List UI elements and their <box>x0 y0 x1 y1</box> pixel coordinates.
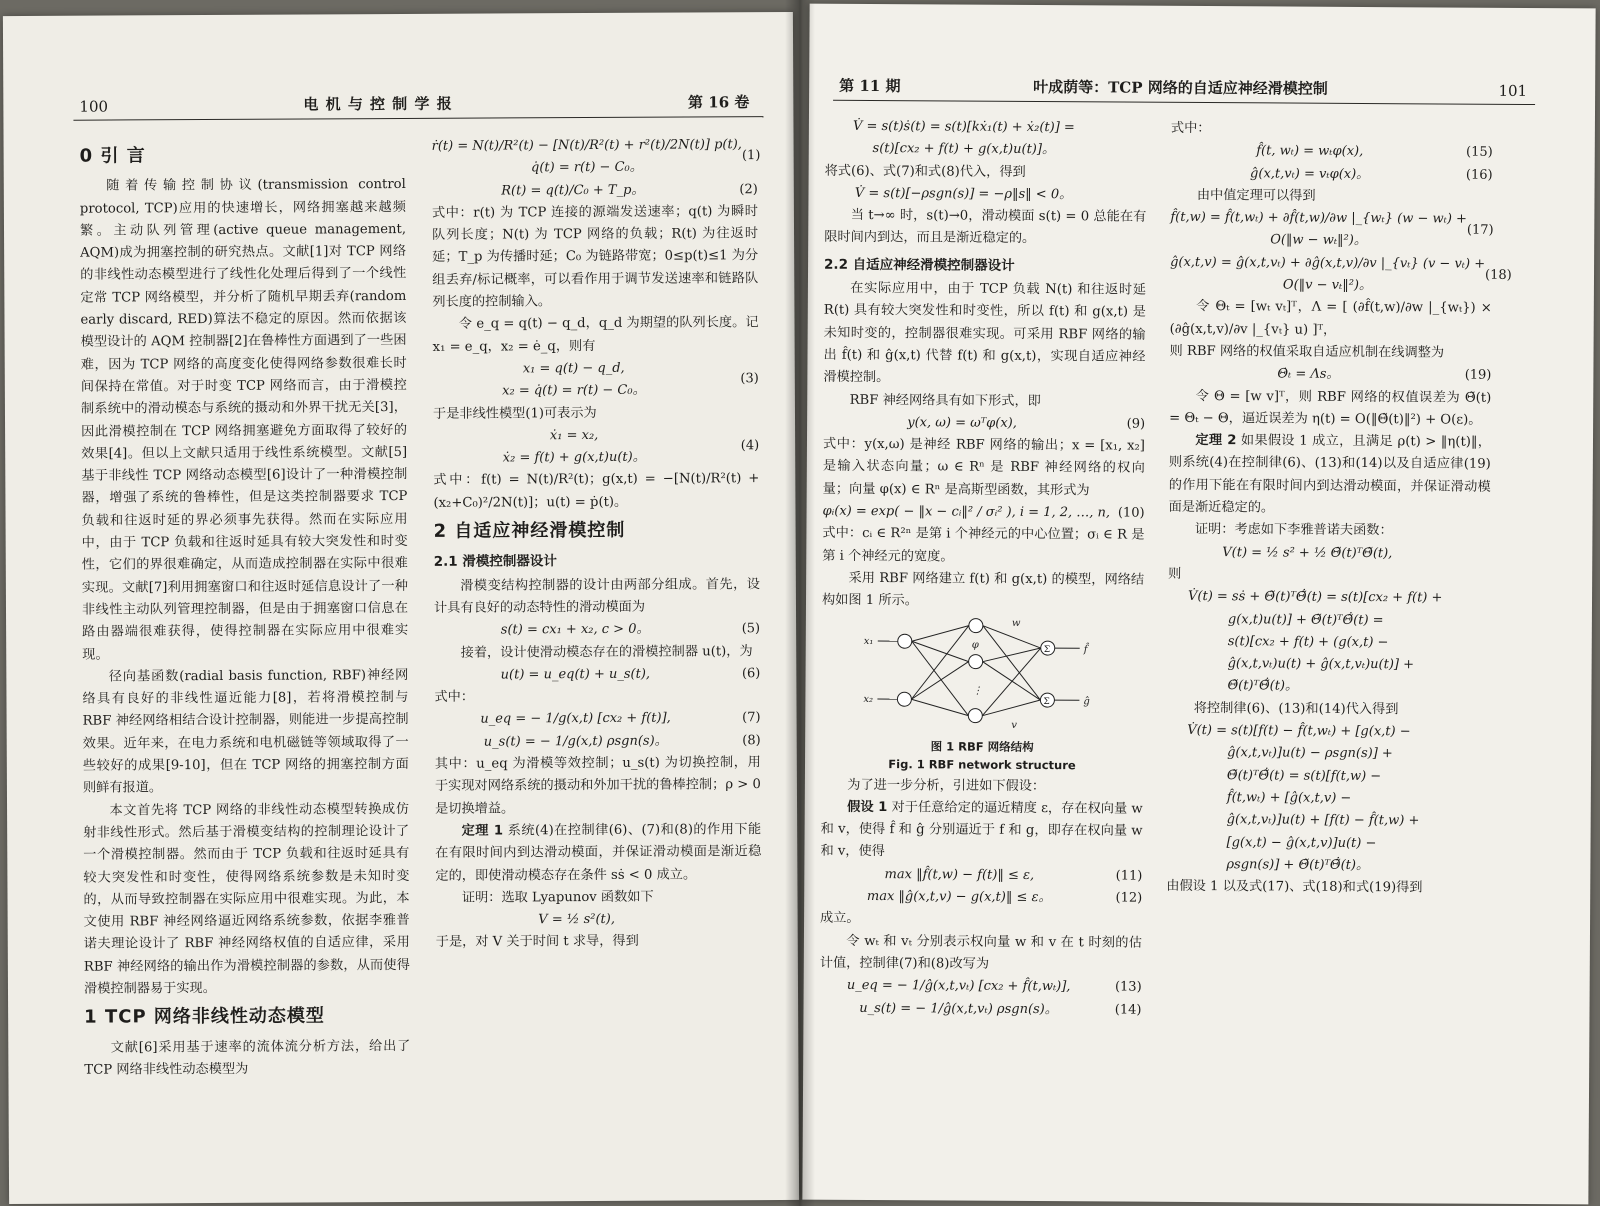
period: 第 11 期 <box>839 76 901 96</box>
equation-line: [g(x,t) − ĝ(x,t,v)]u(t) − <box>1226 834 1377 851</box>
theorem-block <box>820 797 1142 866</box>
equation-body: max ‖f̂(t,w) − f(t)‖ ≤ ε, <box>884 866 1035 883</box>
equation-multiline <box>1167 586 1490 699</box>
theorem-title: 定理 1 <box>461 823 504 839</box>
section-heading: 2 自适应神经滑模控制 <box>433 519 626 542</box>
theorem-block <box>1169 430 1492 521</box>
equation-body: u_s(t) = − 1/ĝ(x,t,vₜ) ρsgn(s)。 <box>859 1000 1058 1017</box>
equation <box>432 179 758 203</box>
figure-1 <box>821 616 1144 774</box>
paragraph: RBF 神经网络具有如下形式，即 <box>849 392 1041 409</box>
label-dots: ⋮ <box>972 685 983 697</box>
equation <box>824 183 1146 207</box>
equation-number: (10) <box>1117 505 1145 521</box>
equation-body: V(t) = ½ s² + ½ Θ̃(t)ᵀΘ̃(t), <box>1222 544 1393 561</box>
equation-line: Θ̃(t)ᵀΘ̃̇(t) = s(t)[f(t,w) − <box>1226 767 1382 784</box>
equation-line: V̇(t) = sṡ + Θ̃(t)ᵀΘ̃̇(t) = s(t)[cx₂ + f(t) + <box>1187 589 1443 606</box>
label-w: w <box>1011 617 1021 629</box>
paragraph: 式中：r(t) 为 TCP 连接的源端发送速率；q(t) 为瞬时队列长度；N(t) 为 TCP 网络的负载；R(t) 为往返时延；T_p 为传播时延；C₀ 为链路带宽；0≤p(t)≤1 为分组丢弃/标记概率，可以看作用于调节发送速率和链路队列长度的控制输入。 <box>431 204 759 310</box>
figure-caption-cn: 图 1 RBF 网络结构 <box>930 738 1034 754</box>
equation-line: ĝ(x,t,vₜ)]u(t) − ρsgn(s)] + <box>1227 745 1393 762</box>
paragraph: 本文首先将 TCP 网络的非线性动态模型转换成仿射非线性形式。然后基于滑模变结构的控制理论设计了一个滑模控制器。然而由于 TCP 负载和往返时延具有较大突发性和时变性，使得网络系统参数是未知时变的，从而导致控制器在实际应用中很难实现。为此，本文使用 RBF 神经网络逼近网络系统参数，依据李雅普诺夫理论设计了 RBF 神经网络权值的自适应律，采用 RBF 神经网络的输出作为滑模控制器的参数，从而使得滑模控制器易于实现。 <box>83 801 410 997</box>
paragraph: 式中： <box>1170 120 1211 137</box>
equation-body: y(x, ω) = ωᵀφ(x), <box>907 415 1017 431</box>
paragraph: 将控制律(6)、(13)和(14)代入得到 <box>1193 700 1399 717</box>
equation-line: V̇ = s(t)ṡ(t) = s(t)[kẋ₁(t) + ẋ₂(t)] = <box>852 118 1075 136</box>
paragraph: 则 <box>1168 566 1182 582</box>
equation <box>820 975 1142 999</box>
equation-lines <box>433 424 715 470</box>
equation-line: s(t)[cx₂ + f(t) + g(x,t)u(t)]。 <box>872 141 1056 158</box>
theorem-title: 假设 1 <box>847 799 888 815</box>
equation <box>820 886 1142 910</box>
equation-multiline <box>1166 720 1489 878</box>
label-sum-f: Σ <box>1043 644 1051 655</box>
equation <box>434 618 760 642</box>
left-header <box>73 90 763 121</box>
paragraph: 令 wₜ 和 vₜ 分别表示权向量 w 和 v 在 t 时刻的估计值，控制律(7)和(8)改写为 <box>819 933 1142 972</box>
hidden-node-3 <box>968 708 982 722</box>
equation-number: (7) <box>742 710 761 726</box>
journal-title: 电 机 与 控 制 学 报 <box>303 94 453 114</box>
right-column-1-bottom <box>819 774 1142 1021</box>
equation-lines <box>1166 720 1489 878</box>
right-column-1 <box>819 116 1147 1022</box>
equation-number: (9) <box>1126 416 1146 432</box>
equation <box>434 663 760 687</box>
equation-number: (12) <box>1115 890 1143 906</box>
equation <box>1168 541 1490 565</box>
equation-line: f̂(t,w) = f̂(t,wₜ) + ∂f̂(t,w)/∂w |_{wₜ} (w − wₜ) + <box>1170 210 1468 227</box>
equation-body: u(t) = u_eq(t) + u_s(t), <box>500 666 651 683</box>
paragraph: 令 Θₜ = [wₜ vₜ]ᵀ，Λ = [ (∂f̂(t,w)/∂w |_{wₜ}) × (∂ĝ(x,t,v)/∂v |_{vₜ} u) ]ᵀ， <box>1169 299 1492 338</box>
paragraph: 为了进一步分析，引进如下假设： <box>847 777 1046 794</box>
equation-lines <box>1170 207 1467 253</box>
equation-line: ẋ₂ = f(t) + g(x,t)u(t)。 <box>502 449 646 466</box>
equation-number: (1) <box>741 148 761 164</box>
equation <box>819 997 1141 1021</box>
equation-line: Θ̃(t)ᵀΘ̃̇(t)。 <box>1227 678 1299 695</box>
label-phi: φ <box>971 639 979 651</box>
equation <box>435 708 761 732</box>
equation-number: (18) <box>1485 267 1512 283</box>
equation-number: (5) <box>741 621 761 637</box>
right-page <box>802 4 1595 1205</box>
equation <box>1171 162 1493 186</box>
label-sum-g: Σ <box>1043 696 1050 707</box>
equation-line: ẋ₁ = x₂, <box>549 427 599 444</box>
equation-line: ĝ(x,t,v) = ĝ(x,t,vₜ) + ∂ĝ(x,t,v)/∂v |_{vₜ} (v − vₜ) + <box>1170 254 1486 272</box>
equation-multiline <box>433 357 759 403</box>
equation-number: (11) <box>1115 868 1143 884</box>
section-heading: 0 引 言 <box>79 145 146 167</box>
equation-line: O(‖v − vₜ‖²)。 <box>1282 277 1373 294</box>
figure-caption-en: Fig. 1 RBF network structure <box>888 756 1076 772</box>
equation-line: f̂(t,wₜ) + [ĝ(x,t,v) − <box>1226 790 1352 806</box>
paragraph: 成立。 <box>820 911 860 927</box>
paragraph: 令 Θ = [w v]ᵀ，则 RBF 网络的权值误差为 Θ̃(t) = Θₜ − Θ，逼近误差为 η(t) = O(‖Θ̃(t)‖²) + O(ε)。 <box>1169 388 1492 428</box>
right-column-2 <box>1166 118 1512 900</box>
hidden-node-1 <box>969 618 983 632</box>
equation-line: x₂ = q̇(t) = r(t) − C₀。 <box>502 382 646 399</box>
paragraph: 当 t→∞ 时，s(t)→0，滑动模面 s(t) = 0 总能在有限时间内到达，而且是渐近稳定的。 <box>824 208 1147 247</box>
equation-line: x₁ = q(t) − q_d, <box>522 360 625 377</box>
equation-lines <box>432 134 743 180</box>
paragraph: 于是，对 V 关于时间 t 求导，得到 <box>435 934 639 951</box>
input-node-x2 <box>897 692 911 706</box>
hidden-node-2 <box>969 654 983 668</box>
paragraph: 于是非线性模型(1)可表示为 <box>432 405 597 422</box>
equation-number: (3) <box>740 371 759 387</box>
equation-line: O(‖w − wₜ‖²)。 <box>1270 232 1367 249</box>
equation-body: max ‖ĝ(x,t,v) − g(x,t)‖ ≤ ε。 <box>866 888 1052 906</box>
equation-body: V̇ = s(t)[−ρsgn(s)] = −ρ‖s‖ < 0。 <box>854 185 1073 203</box>
theorem-title: 定理 2 <box>1195 433 1237 449</box>
equation-multiline <box>1170 252 1512 299</box>
equation-line: g(x,t)u(t)] + Θ̃(t)ᵀΘ̃̇(t) = <box>1227 611 1384 628</box>
paragraph: 文献[6]采用基于速率的流体流分析方法，给出了 TCP 网络非线性动态模型为 <box>84 1038 411 1078</box>
equation-lines <box>1167 586 1490 699</box>
equation-line: q̇(t) = r(t) − C₀。 <box>530 160 643 176</box>
equation-line: ṙ(t) = N(t)/R²(t) − [N(t)/R²(t) + r²(t)/2N(t)] p(t), <box>431 137 742 154</box>
equation-lines <box>825 116 1103 162</box>
equation-line: V̇(t) = s(t)[f(t) − f̂(t,wₜ) + [g(x,t) − <box>1187 722 1411 740</box>
equation-multiline <box>433 424 759 470</box>
equation-line: ρsgn(s)] + Θ̃(t)ᵀΘ̃̇(t)。 <box>1226 856 1370 873</box>
equation-number: (2) <box>739 181 758 197</box>
equation-body: ĝ(x,t,vₜ) = vₜφ(x)。 <box>1250 165 1370 182</box>
volume: 第 16 卷 <box>687 93 750 112</box>
section-heading: 2.2 自适应神经滑模控制器设计 <box>824 256 1015 274</box>
equation-body: V = ½ s²(t), <box>538 911 616 928</box>
equation <box>822 501 1144 525</box>
equation <box>436 908 762 932</box>
equation-number: (4) <box>740 438 760 454</box>
equation-multiline <box>431 134 761 180</box>
equation-number: (15) <box>1466 144 1493 161</box>
equation-multiline <box>1170 207 1492 254</box>
equation-body: s(t) = cx₁ + x₂, c > 0。 <box>500 621 650 638</box>
equation-body: u_eq = − 1/ĝ(x,t,vₜ) [cx₂ + f̂(t,wₜ)], <box>846 978 1071 995</box>
paragraph: 证明：选取 Lyapunov 函数如下 <box>461 889 654 906</box>
equation-line: ĝ(x,t,vₜ)]u(t) + [f(t) − f̂(t,w) + <box>1226 812 1420 829</box>
theorem-text: 对于任意给定的逼近精度 ε，存在权向量 w 和 v，使得 f̂ 和 ĝ 分别逼近于 f 和 g，即存在权向量 w 和 v，使得 <box>820 799 1143 860</box>
label-x2: x₂ <box>863 693 874 705</box>
paragraph: 则 RBF 网络的权值采取自适应机制在线调整为 <box>1169 343 1445 361</box>
paragraph: 其中：u_eq 为滑模等效控制；u_s(t) 为切换控制，用于实现对网络系统的摄动和外加干扰的鲁棒控制；ρ > 0 是切换增益。 <box>434 755 761 817</box>
left-page-number: 100 <box>79 97 109 116</box>
equation <box>823 412 1145 436</box>
theorem-block <box>435 819 761 888</box>
equation-lines <box>433 357 715 403</box>
paragraph: 滑模变结构控制器的设计由两部分组成。首先，设计具有良好的动态特性的滑动模面为 <box>433 576 760 616</box>
theorem-text: 系统(4)在控制律(6)、(7)和(8)的作用下能在有限时间内到达滑动模面，并保证滑动模面是渐近稳定的，即使滑动模态存在条件 sṡ < 0 成立。 <box>435 822 762 884</box>
paragraph: 式中：y(x,ω) 是神经 RBF 网络的输出；x = [x₁, x₂] 是输入状态向量；ω ∈ Rⁿ 是 RBF 神经网络的权向量；向量 φ(x) ∈ Rⁿ 是高斯型函数，其形式为 <box>822 436 1146 499</box>
equation <box>435 730 761 754</box>
equation-number: (13) <box>1114 979 1142 995</box>
paragraph: 由中值定理可以得到 <box>1196 187 1316 204</box>
right-header <box>833 74 1535 105</box>
paragraph: 接着，设计使滑动模态存在的滑模控制器 u(t)，为 <box>460 643 753 661</box>
paragraph: 证明：考虑如下李雅普诺夫函数： <box>1194 522 1393 539</box>
label-g-out: ĝ <box>1083 695 1090 707</box>
paragraph: 式中： <box>434 689 475 705</box>
left-page <box>3 12 799 1204</box>
label-x1: x₁ <box>863 635 874 647</box>
equation-number: (17) <box>1466 222 1494 239</box>
equation-body: Θ̇ₜ = Λs。 <box>1277 366 1340 383</box>
paragraph: 随着传输控制协议(transmission control protocol, TCP)应用的快速增长，网络拥塞越来越频繁。主动队列管理(active queue management, AQM)成为拥塞控制的研究热点。文献[1]对 TCP 网络的非线性动态模型进行了线性化处理后得到了一个线性定常 TCP 网络模型，并分析了随机早期丢弃(random early discard, RED)算法不稳定的原因。然而依据该模型设计的 AQM 控制器[2]在鲁棒性方面遇到了一些困难，因为 TCP 网络的高度变化使得网络参数很难长时间保持在常值。对于时变 TCP 网络而言，由于滑模控制系统中的滑动模态与系统的摄动和外界干扰无关[3]，因此滑模控制在 TCP 网络拥塞避免方面取得了较好的效果[4]。但以上文献只适用于线性系统模型。文献[5]基于非线性 TCP 网络动态模型[6]设计了一种滑模控制器，增强了系统的鲁棒性，但是这类控制器要求 TCP 负载和往返时延的界必须事先获得。然而在实际应用中，由于 TCP 负载和往返时延具有较大突发性和时变性，它们的界很难确定，从而造成控制器在实际中很难实现。文献[7]利用拥塞窗口和往返时延信息设计了一种非线性主动队列管理控制器，但是由于拥塞窗口信息在路由器端很难获得，使得控制器在实际应用中很难实现。 <box>79 177 409 663</box>
theorem-text: 如果假设 1 成立，且满足 ρ(t) > ‖η(t)‖，则系统(4)在控制律(6)、(13)和(14)以及自适应律(19)的作用下能在有限时间内到达滑动模面，并保证滑动模面是渐近稳定的。 <box>1168 433 1492 516</box>
paragraph: 径向基函数(radial basis function, RBF)神经网络具有良好的非线性逼近能力[8]，若将滑模控制与 RBF 神经网络相结合设计控制器，则能进一步提高控制效果。近年来，在电力系统和电机磁链等领域取得了一些较好的成果[9-10]，但在 TCP 网络的拥塞控制方面则鲜有报道。 <box>82 667 409 796</box>
paragraph: 式中：cᵢ ∈ R²ⁿ 是第 i 个神经元的中心位置；σᵢ ∈ R 是第 i 个神经元的宽度。 <box>822 526 1145 565</box>
equation-body: R(t) = q(t)/C₀ + T_p。 <box>501 182 645 199</box>
equation <box>820 863 1142 887</box>
equation-lines <box>1170 252 1485 299</box>
label-v: v <box>1011 719 1017 731</box>
equation-number: (19) <box>1464 367 1492 384</box>
equation-body: u_eq = − 1/g(x,t) [cx₂ + f(t)], <box>480 711 671 728</box>
paragraph: 在实际应用中，由于 TCP 负载 N(t) 和往返时延 R(t) 具有较大突发性和时变性，所以 f(t) 和 g(x,t) 是未知时变的，控制器很难实现。可采用 RBF 网络的输出 f̂(t) 和 ĝ(x,t) 代替 f(t) 和 g(x,t)，实现自适应神经滑模控制。 <box>823 280 1146 386</box>
equation-number: (8) <box>742 732 761 748</box>
paragraph: 式中：f(t) = N(t)/R²(t)；g(x,t) = −[N(t)/R²(t) + (x₂+C₀)²/2N(t)]；u(t) = ṗ(t)。 <box>433 471 760 511</box>
equation-number: (16) <box>1465 167 1493 183</box>
section-heading: 1 TCP 网络非线性动态模型 <box>84 1005 325 1028</box>
paragraph: 由假设 1 以及式(17)、式(18)和式(19)得到 <box>1166 878 1423 896</box>
equation-body: u_s(t) = − 1/g(x,t) ρsgn(s)。 <box>483 733 668 750</box>
right-column-1-top <box>822 116 1147 614</box>
right-page-number: 101 <box>1498 81 1528 100</box>
left-column-2 <box>432 134 762 954</box>
paragraph: 将式(6)、式(7)和式(8)代入，得到 <box>824 163 1026 180</box>
running-title: 叶成荫等：TCP 网络的自适应神经滑模控制 <box>1033 77 1328 98</box>
left-column-1 <box>80 138 411 1082</box>
section-heading: 2.1 滑模控制器设计 <box>433 553 557 571</box>
equation-body: φᵢ(x) = exp( − ‖x − cᵢ‖² / σᵢ² ), i = 1, 2, …, n, <box>822 503 1111 521</box>
paragraph: 令 e_q = q(t) − q_d，q_d 为期望的队列长度。记 x₁ = e_q，x₂ = ė_q，则有 <box>432 315 759 355</box>
paragraph: 采用 RBF 网络建立 f(t) 和 g(x,t) 的模型，网络结构如图 1 所示。 <box>821 570 1145 609</box>
label-f-out: f̂ <box>1083 643 1088 655</box>
equation-line: ĝ(x,t,vₜ)u(t) + ĝ(x,t,vₜ)u(t)] + <box>1227 656 1415 673</box>
equation-number: (6) <box>741 665 761 682</box>
equation <box>1169 363 1491 387</box>
equation-body: f̂(t, wₜ) = wₜφ(x), <box>1256 143 1364 160</box>
equation-multiline <box>825 116 1147 163</box>
rbf-network-diagram <box>857 616 1108 738</box>
equation <box>1171 140 1493 164</box>
equation-number: (14) <box>1114 1001 1142 1018</box>
equation-line: s(t)[cx₂ + f(t) + (g(x,t) − <box>1227 634 1389 650</box>
input-node-x1 <box>898 634 912 648</box>
